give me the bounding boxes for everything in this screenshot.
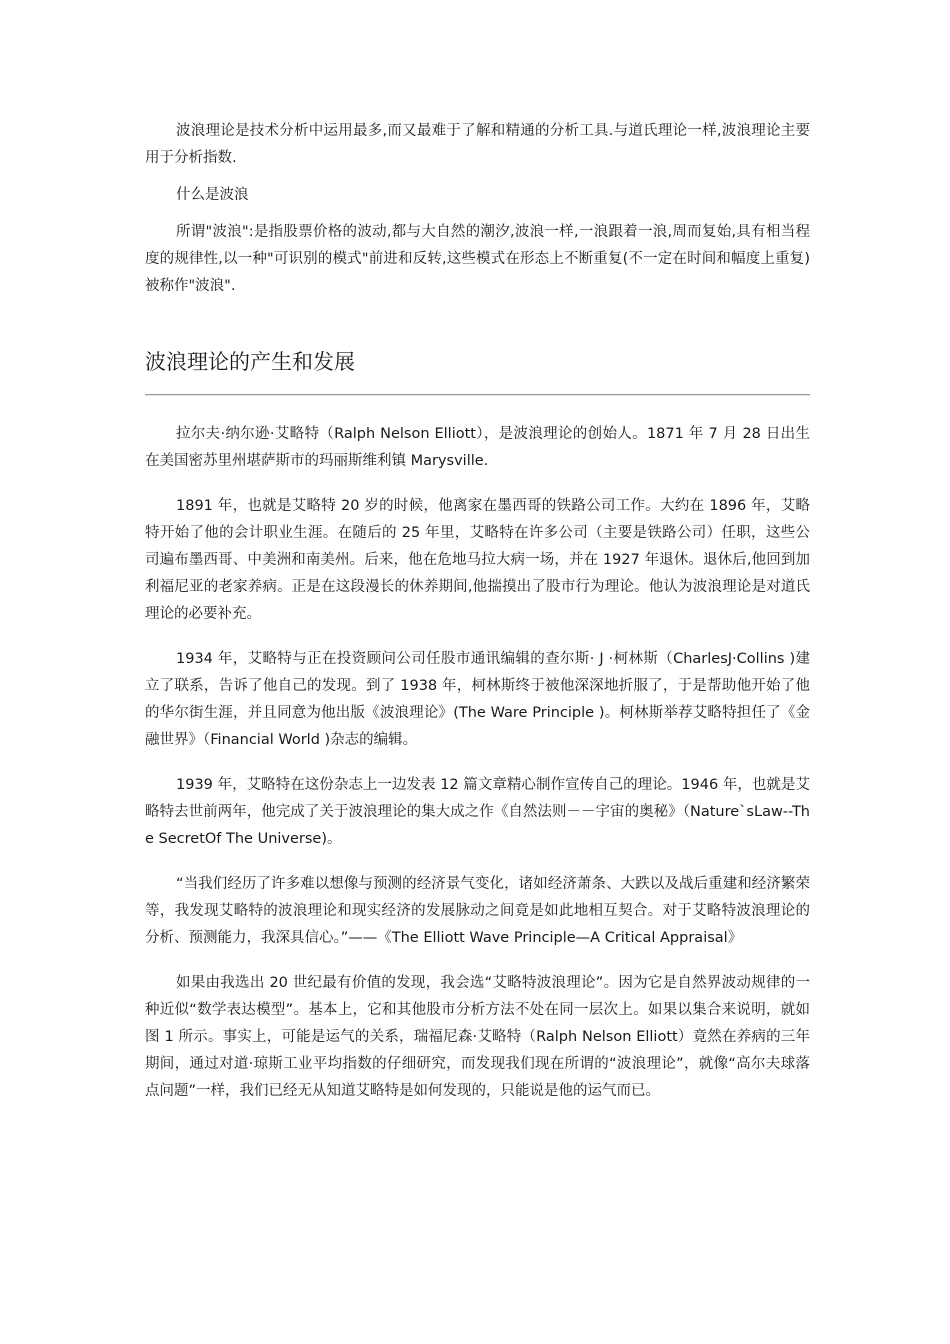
intro-block (145, 118, 810, 310)
body-paragraph: 1934 年，艾略特与正在投资顾问公司任股市通讯编辑的查尔斯· J ·柯林斯（CharlesJ·Collins )建立了联系，告诉了他自己的发现。到了 1938 年，柯林斯终于被他深深地折服了，于是帮助他开始了他的华尔街生涯，并且同意为他出版《波浪理论》(The Ware Principle )。柯林斯举荐艾略特担任了《金融世界》（Financial World )杂志的编辑。 (145, 651, 810, 748)
body-paragraph: 1939 年，艾略特在这份杂志上一边发表 12 篇文章精心制作宣传自己的理论。1946 年，也就是艾略特去世前两年，他完成了关于波浪理论的集大成之作《自然法则－－宇宙的奥秘》（Nature`sLaw--The SecretOf The Universe)。 (145, 777, 810, 847)
body-paragraph: 拉尔夫·纳尔逊·艾略特（Ralph Nelson Elliott），是波浪理论的创始人。1871 年 7 月 28 日出生在美国密苏里州堪萨斯市的玛丽斯维利镇 Marysville. (145, 426, 810, 469)
section-title: 波浪理论的产生和发展 (145, 350, 355, 374)
intro-subheading: 什么是波浪 (176, 187, 249, 203)
intro-paragraph: 波浪理论是技术分析中运用最多,而又最难于了解和精通的分析工具.与道氏理论一样,波浪理论主要用于分析指数. (145, 123, 810, 166)
body-paragraph: 1891 年，也就是艾略特 20 岁的时候，他离家在墨西哥的铁路公司工作。大约在 1896 年，艾略特开始了他的会计职业生涯。在随后的 25 年里，艾略特在许多公司（主要是铁路公司）任职，这些公司遍布墨西哥、中美洲和南美州。后来，他在危地马拉大病一场，并在 1927 年退休。退休后,他回到加利福尼亚的老家养病。正是在这段漫长的休养期间,他揣摸出了股市行为理论。他认为波浪理论是对道氏理论的必要补充。 (145, 498, 810, 622)
quote-paragraph: “当我们经历了许多难以想像与预测的经济景气变化，诸如经济萧条、大跌以及战后重建和经济繁荣等，我发现艾略特的波浪理论和现实经济的发展脉动之间竟是如此地相互契合。对于艾略特波浪理论的分析、预测能力，我深具信心。”——《The Elliott Wave Principle—A Critical Appraisal》 (145, 876, 810, 946)
section-header (145, 347, 810, 377)
body-paragraph: 如果由我选出 20 世纪最有价值的发现，我会选“艾略特波浪理论”。因为它是自然界波动规律的一种近似“数学表达模型”。基本上，它和其他股市分析方法不处在同一层次上。如果以集合来说明，就如图 1 所示。事实上，可能是运气的关系，瑞福尼森·艾略特（Ralph Nelson Elliott）竟然在养病的三年期间，通过对道·琼斯工业平均指数的仔细研究，而发现我们现在所谓的“波浪理论”，就像“高尔夫球落点问题”一样，我们已经无从知道艾略特是如何发现的，只能说是他的运气而已。 (145, 975, 810, 1099)
section-body (145, 421, 810, 1123)
intro-paragraph: 所谓"波浪":是指股票价格的波动,都与大自然的潮汐,波浪一样,一浪跟着一浪,周而复始,具有相当程度的规律性,以一种"可识别的模式"前进和反转,这些模式在形态上不断重复(不一定在时间和幅度上重复)被称作"波浪". (145, 224, 810, 294)
section-divider (145, 394, 810, 396)
